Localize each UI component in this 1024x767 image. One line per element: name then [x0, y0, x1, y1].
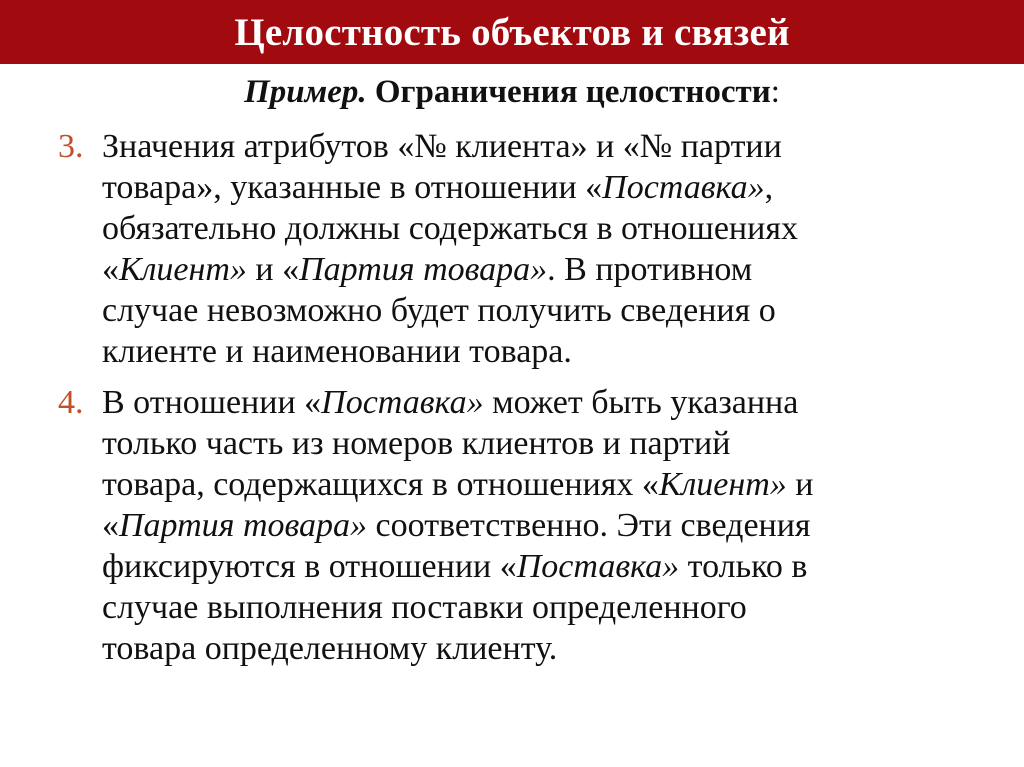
item-number: 4. [58, 384, 84, 421]
subtitle-lead: Пример. [244, 74, 367, 110]
italic-term: Партия товара» [299, 251, 548, 288]
text-line: товара», указанные в отношении «Поставка», [102, 169, 774, 206]
slide-title: Целостность объектов и связей [234, 10, 790, 54]
text-line: Значения атрибутов «№ клиента» и «№ партии [102, 128, 782, 165]
text-line: случае выполнения поставки определенного [102, 589, 747, 626]
italic-term: Клиент» [119, 251, 247, 288]
item-body [102, 126, 1002, 372]
text-line: обязательно должны содержаться в отношениях [102, 210, 798, 247]
text-line: В отношении «Поставка» может быть указанна [102, 384, 799, 421]
italic-term: Поставка» [516, 548, 680, 585]
italic-term: Поставка» [602, 169, 765, 206]
item-body [102, 382, 1002, 669]
text-line: случае невозможно будет получить сведения о [102, 292, 776, 329]
text-line: «Клиент» и «Партия товара». В противном [102, 251, 753, 288]
text-line: товара определенному клиенту. [102, 630, 558, 667]
subtitle-text: Ограничения целостности [366, 74, 771, 110]
subtitle [0, 72, 1024, 112]
text-line: клиенте и наименовании товара. [102, 333, 572, 370]
text-line: только часть из номеров клиентов и партий [102, 425, 731, 462]
italic-term: Поставка» [321, 384, 484, 421]
text-line: товара, содержащихся в отношениях «Клиент» и [102, 466, 814, 503]
item-number: 3. [58, 128, 84, 165]
italic-term: Партия товара» [119, 507, 368, 544]
text-line: «Партия товара» соответственно. Эти сведения [102, 507, 811, 544]
subtitle-colon: : [770, 74, 780, 110]
italic-term: Клиент» [658, 466, 787, 503]
text-line: фиксируются в отношении «Поставка» только в [102, 548, 808, 585]
title-bar [0, 0, 1024, 64]
